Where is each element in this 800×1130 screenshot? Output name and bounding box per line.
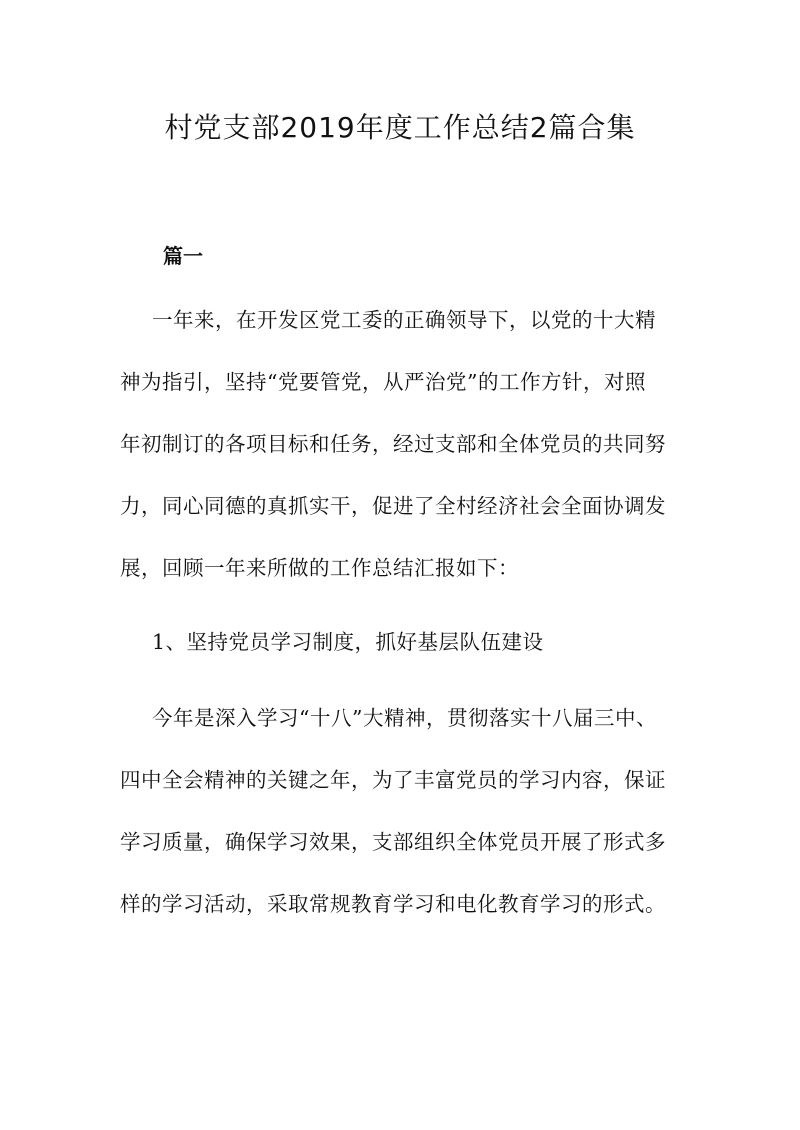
list-item-heading: 1、坚持党员学习制度，抓好基层队伍建设 (152, 630, 544, 654)
paragraph-line: 年初制订的各项目标和任务，经过支部和全体党员的共同努 (120, 432, 666, 456)
paragraph-line: 四中全会精神的关键之年，为了丰富党员的学习内容，保证 (120, 768, 666, 792)
paragraph-line: 神为指引，坚持“党要管党，从严治党”的工作方针，对照 (120, 370, 646, 394)
paragraph-line: 样的学习活动，采取常规教育学习和电化教育学习的形式。 (120, 892, 666, 916)
paragraph-line: 力，同心同德的真抓实干，促进了全村经济社会全面协调发 (120, 494, 666, 518)
paragraph-line: 今年是深入学习“十八”大精神，贯彻落实十八届三中、 (152, 706, 657, 730)
section-heading: 篇一 (163, 244, 203, 268)
document-title: 村党支部2019年度工作总结2篇合集 (164, 111, 636, 144)
paragraph-line: 展，回顾一年来所做的工作总结汇报如下： (120, 556, 519, 580)
paragraph-line: 学习质量，确保学习效果，支部组织全体党员开展了形式多 (120, 830, 666, 854)
paragraph-line: 一年来，在开发区党工委的正确领导下，以党的十大精 (152, 308, 656, 332)
